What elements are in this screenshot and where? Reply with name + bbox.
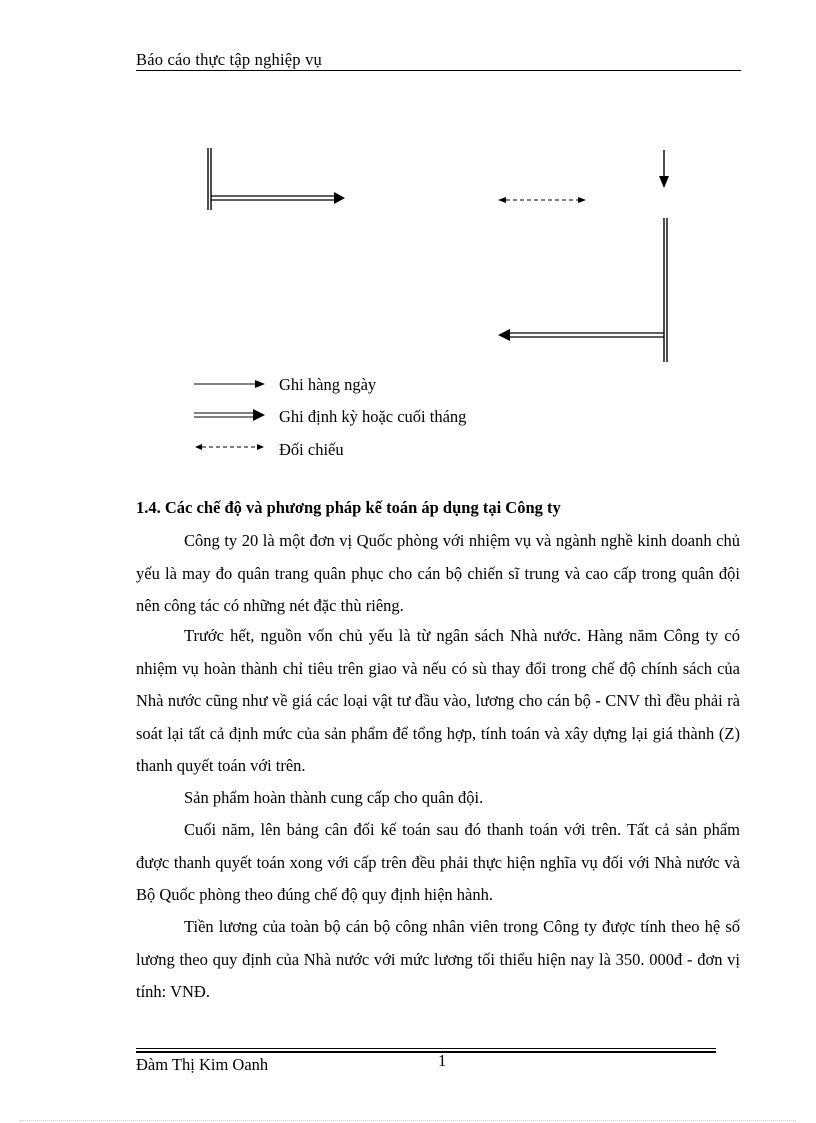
legend-single-arrow [194,380,265,388]
page-bottom-edge [20,1120,796,1121]
footer-author: Đàm Thị Kim Oanh [136,1055,269,1074]
legend-label-periodic: Ghi định kỳ hoặc cuối tháng [279,407,467,426]
down-arrow [659,150,669,188]
paragraph-2: Trước hết, nguồn vốn chủ yếu là từ ngân sách Nhà nước. Hàng năm Công ty có nhiệm vụ hoàn thành chỉ tiêu trên giao và nếu có sù thay đổi trong chế độ chính sách của Nhà nước cũng như về giá các loại vật tư đầu vào, lương cho cán bộ - CNV thì đều phải rà soát lại tất cả định mức của sản phẩm để tổng hợp, tính toán và xây dựng lại giá thành (Z) thanh quyết toán với trên. [136,626,740,775]
footer-rule-thick [136,1051,716,1053]
double-arrow-left [498,329,664,341]
paragraph-4: Cuối năm, lên bảng cân đối kế toán sau đó thanh toán với trên. Tất cả sản phẩm được thanh quyết toán xong với cấp trên đều phải thực hiện nghĩa vụ đối với Nhà nước và Bộ Quốc phòng theo đúng chế độ quy định hiện hành. [136,820,740,904]
legend-dashed-arrow [195,444,264,450]
legend-double-arrow [194,409,265,421]
right-vertical-double-line [664,218,667,362]
footer-rule [136,1048,716,1049]
double-arrow-right [211,192,345,204]
paragraph-3: Sản phẩm hoàn thành cung cấp cho quân đội. [184,788,484,807]
paragraph-5: Tiền lương của toàn bộ cán bộ công nhân viên trong Công ty được tính theo hệ số lương theo quy định của Nhà nước với mức lương tối thiểu hiện nay là 350. 000đ - đơn vị tính: VNĐ. [136,917,740,1001]
legend-label-daily: Ghi hàng ngày [279,375,377,394]
section-heading: 1.4. Các chế độ và phương pháp kế toán áp dụng tại Công ty [136,498,561,517]
page-header-title: Báo cáo thực tập nghiệp vụ [136,50,322,69]
paragraph-1: Công ty 20 là một đơn vị Quốc phòng với nhiệm vụ và ngành nghề kinh doanh chủ yếu là may đo quân trang quân phục cho cán bộ chiến sĩ trung và cao cấp trong quân đội nên công tác có những nét đặc thù riêng. [136,531,740,615]
dashed-bidirectional-arrow [498,197,586,203]
legend-label-reconcile: Đối chiếu [279,440,344,459]
page-number: 1 [438,1051,447,1070]
left-vertical-double-line [208,148,211,210]
